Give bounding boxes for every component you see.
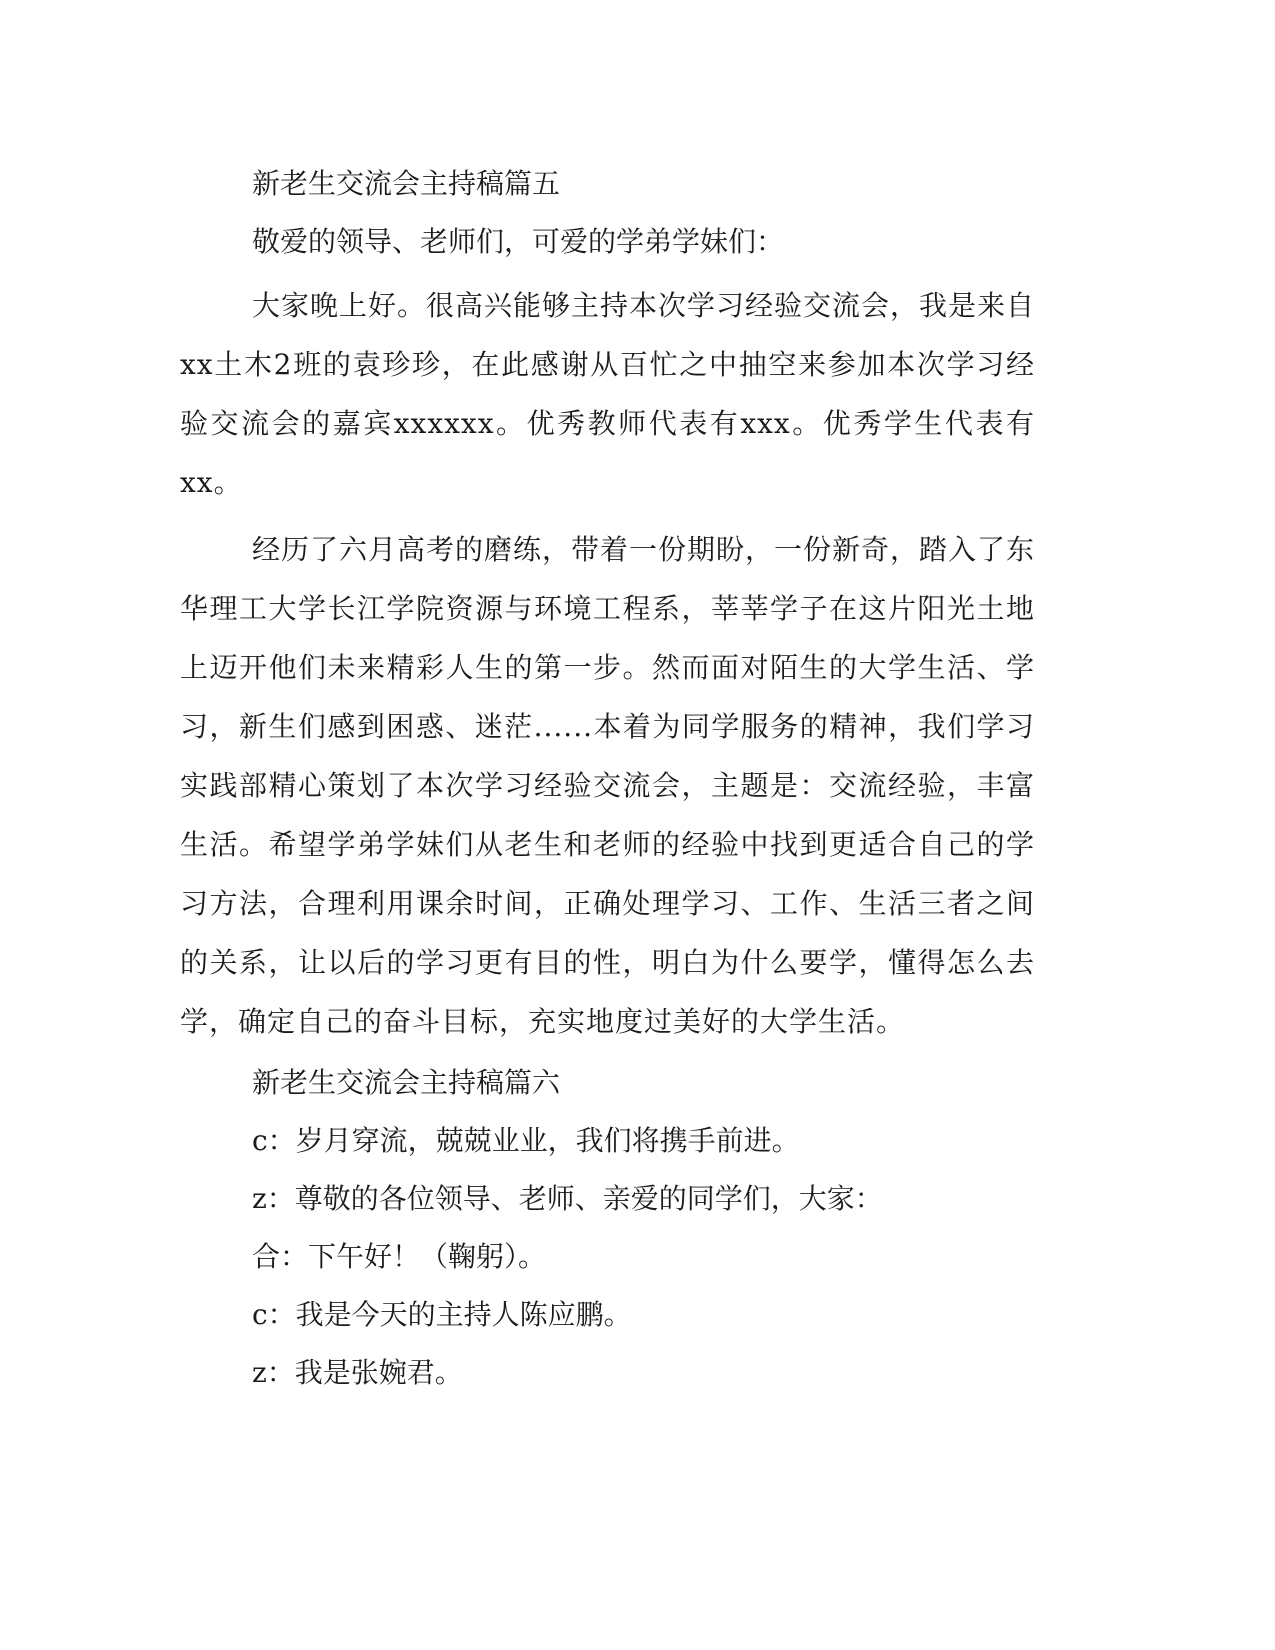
section-title-6: 新老生交流会主持稿篇六 (252, 1066, 561, 1099)
dialogue-line: 合：下午好！（鞠躬）。 (252, 1240, 547, 1273)
dialogue-line: c：我是今天的主持人陈应鹏。 (252, 1298, 632, 1331)
document-body (180, 160, 1035, 1407)
paragraph-purpose: 经历了六月高考的磨练，带着一份期盼，一份新奇，踏入了东华理工大学长江学院资源与环境工程系，莘莘学子在这片阳光土地上迈开他们未来精彩人生的第一步。然而面对陌生的大学生活、学习，新生们感到困惑、迷茫......本着为同学服务的精神，我们学习实践部精心策划了本次学习经验交流会，主题是：交流经验，丰富生活。希望学弟学妹们从老生和老师的经验中找到更适合自己的学习方法，合理利用课余时间，正确处理学习、工作、生活三者之间的关系，让以后的学习更有目的性，明白为什么要学，懂得怎么去学，确定自己的奋斗目标，充实地度过美好的大学生活。 (180, 533, 1036, 1038)
dialogue-line: z：我是张婉君。 (252, 1356, 463, 1389)
dialogue-line: c：岁月穿流，兢兢业业，我们将携手前进。 (252, 1124, 800, 1157)
paragraph-intro: 大家晚上好。很高兴能够主持本次学习经验交流会，我是来自xx土木2班的袁珍珍，在此感谢从百忙之中抽空来参加本次学习经验交流会的嘉宾xxxxxx。优秀教师代表有xxx。优秀学生代表有xx。 (180, 289, 1036, 499)
greeting-line: 敬爱的领导、老师们，可爱的学弟学妹们： (252, 225, 785, 258)
dialogue-line: z：尊敬的各位领导、老师、亲爱的同学们，大家： (252, 1182, 883, 1215)
section-title-5: 新老生交流会主持稿篇五 (252, 167, 561, 200)
